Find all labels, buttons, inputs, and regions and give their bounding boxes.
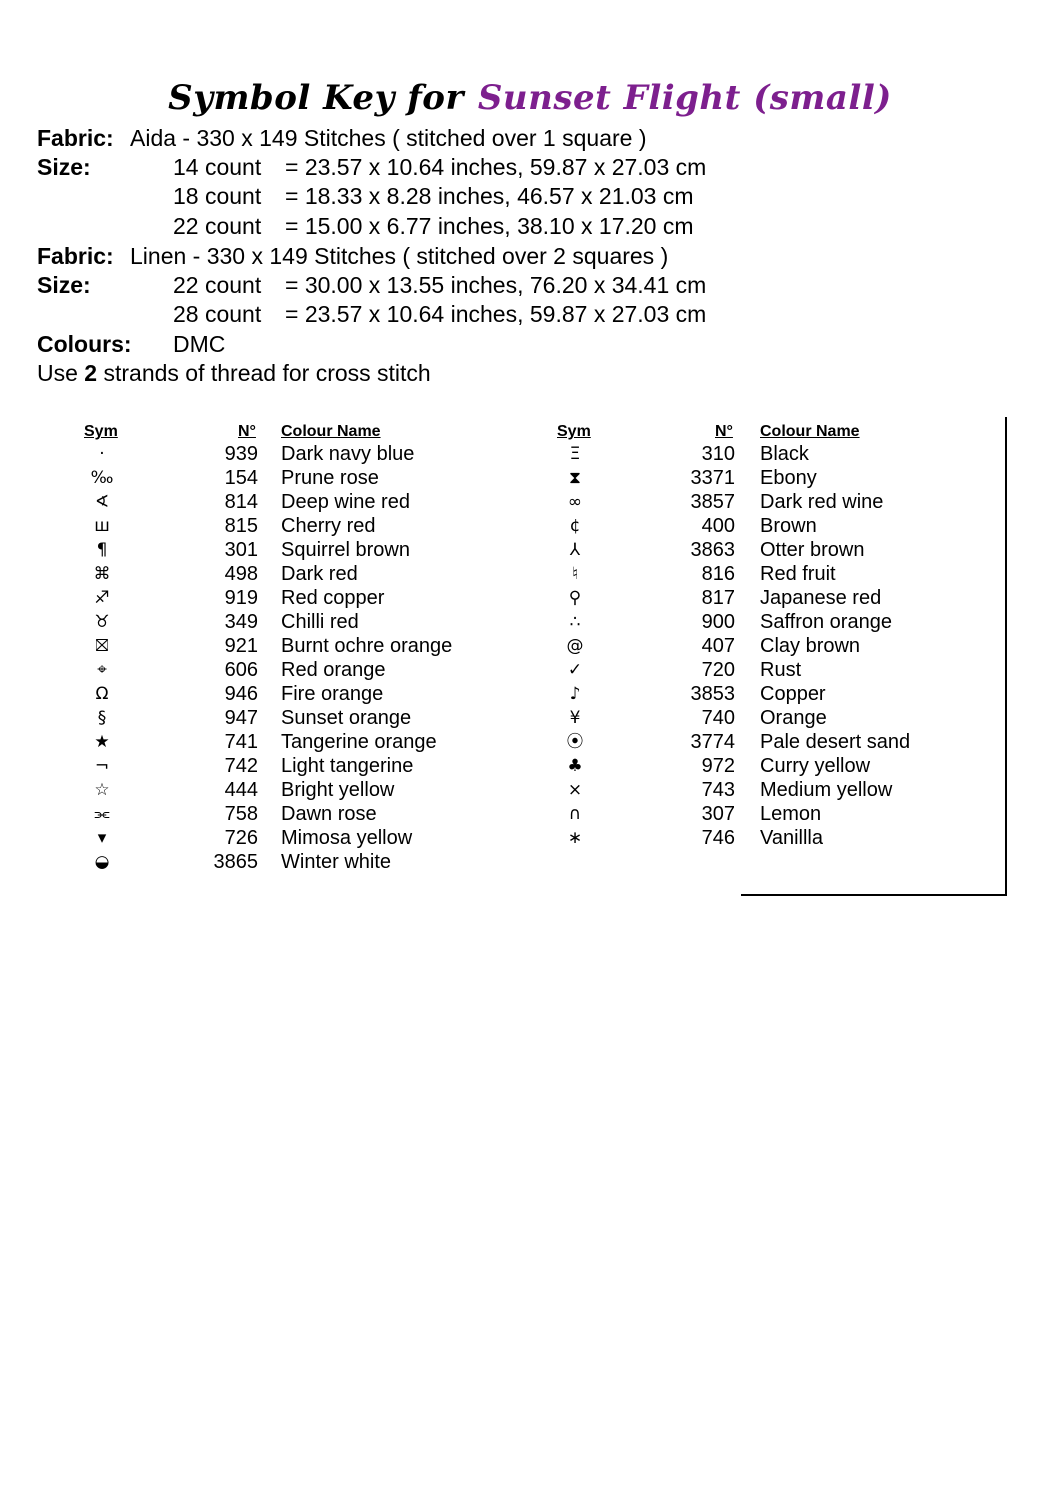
dmc-number: 814 [224,491,258,513]
dmc-number: 154 [224,467,258,489]
dmc-number: 3865 [213,851,258,873]
colours-label: Colours: [37,331,132,357]
size-label: Size: [37,154,91,180]
dmc-number: 407 [701,635,735,657]
strands-pre: Use [37,360,85,386]
colour-name: Lemon [760,803,822,825]
colour-name: Otter brown [760,539,865,561]
title-prefix: Symbol Key for [168,78,464,118]
colour-name: Fire orange [281,683,384,705]
dmc-number: 498 [224,563,258,585]
colour-name: Light tangerine [281,755,414,777]
symbol-icon: ⚲ [568,588,582,608]
dmc-number: 3371 [690,467,735,489]
colour-name: Bright yellow [281,779,395,801]
symbol-icon: ⌖ [97,660,107,680]
dmc-number: 3857 [690,491,735,513]
symbol-icon: ▾ [97,828,107,848]
header-number: N° [715,423,733,440]
symbol-icon: § [97,708,107,728]
dmc-number: 3853 [690,683,735,705]
dimension-value: = 18.33 x 8.28 inches, 46.57 x 21.03 cm [285,183,694,209]
header-colour-name: Colour Name [760,423,860,440]
symbol-icon: ⨯ [567,780,583,800]
symbol-icon: ⧗ [569,468,581,488]
colour-name: Red copper [281,587,385,609]
symbol-icon: ♪ [569,684,581,704]
dmc-number: 743 [701,779,735,801]
colour-name: Dark red wine [760,491,884,513]
colour-name: Burnt ochre orange [281,635,453,657]
colour-name: Dark navy blue [281,443,415,465]
dmc-number: 740 [701,707,735,729]
colour-name: Winter white [281,851,392,873]
count-value: 14 count [173,154,262,180]
symbol-icon: ‰ [90,468,114,488]
colour-name: Pale desert sand [760,731,911,753]
design-name: Sunset Flight (small) [477,78,892,118]
colour-name: Brown [760,515,817,537]
dmc-number: 939 [224,443,258,465]
dimension-value: = 23.57 x 10.64 inches, 59.87 x 27.03 cm [285,154,707,180]
dmc-number: 900 [701,611,735,633]
colour-name: Japanese red [760,587,882,609]
dmc-number: 301 [224,539,258,561]
dmc-number: 815 [224,515,258,537]
dmc-number: 726 [224,827,258,849]
colour-name: Squirrel brown [281,539,410,561]
dmc-number: 400 [701,515,735,537]
symbol-icon: ∗ [567,828,583,848]
symbol-icon: ⫘ [94,804,110,824]
symbol-icon: ✓ [567,660,583,680]
colour-name: Copper [760,683,826,705]
colour-name: Deep wine red [281,491,410,513]
colour-name: Clay brown [760,635,861,657]
colour-name: Vanillla [760,827,823,849]
colour-name: Ebony [760,467,817,489]
strands-text [37,359,431,388]
dmc-number: 816 [701,563,735,585]
strands-post: strands of thread for cross stitch [97,360,431,386]
dimension-value: = 30.00 x 13.55 inches, 76.20 x 34.41 cm [285,272,707,298]
colour-name: Orange [760,707,827,729]
symbol-icon: Ω [95,684,109,704]
dmc-number: 349 [224,611,258,633]
count-value: 18 count [173,183,262,209]
size-label: Size: [37,272,91,298]
colour-name: Sunset orange [281,707,412,729]
header-sym: Sym [557,423,591,440]
symbol-icon: · [99,444,105,464]
colour-name: Dawn rose [281,803,377,825]
symbol-icon: ⅄ [569,540,581,560]
colour-name: Saffron orange [760,611,892,633]
dmc-number: 758 [224,803,258,825]
symbol-icon: ¶ [96,540,108,560]
symbol-icon: ⛝ [95,636,109,656]
colour-name: Prune rose [281,467,379,489]
symbol-icon: @ [566,636,584,656]
header-colour-name: Colour Name [281,423,381,440]
symbol-icon: ∩ [568,804,582,824]
dmc-number: 921 [224,635,258,657]
header-number: N° [238,423,256,440]
symbol-icon: Ξ [569,444,581,464]
dmc-number: 606 [224,659,258,681]
colour-name: Chilli red [281,611,359,633]
dmc-number: 817 [701,587,735,609]
count-value: 28 count [173,301,262,327]
symbol-icon: ☆ [94,780,110,800]
colour-name: Curry yellow [760,755,871,777]
dmc-number: 742 [224,755,258,777]
dmc-number: 741 [224,731,258,753]
dmc-number: 947 [224,707,258,729]
symbol-icon: ¥ [569,708,581,728]
symbol-icon: ¬ [94,756,110,776]
dmc-number: 972 [701,755,735,777]
strands-count: 2 [84,360,98,386]
fabric-label: Fabric: [37,125,114,151]
symbol-icon: ш [94,516,110,536]
colour-name: Red fruit [760,563,836,585]
dmc-number: 3774 [690,731,735,753]
count-value: 22 count [173,213,262,239]
symbol-icon: ★ [94,732,110,752]
header-sym: Sym [84,423,118,440]
count-value: 22 count [173,272,262,298]
fabric-linen-text: Linen - 330 x 149 Stitches ( stitched over 2 squares ) [130,243,669,269]
table-border-right [1005,417,1007,895]
colours-value: DMC [173,331,226,357]
dmc-number: 444 [224,779,258,801]
colour-name: Black [760,443,809,465]
colour-name: Rust [760,659,802,681]
page-title [0,78,1060,118]
colour-name: Medium yellow [760,779,893,801]
colour-name: Cherry red [281,515,376,537]
symbol-icon: ♉ [94,612,110,632]
symbol-icon: ♐ [94,588,110,608]
dmc-number: 946 [224,683,258,705]
dmc-number: 919 [224,587,258,609]
dmc-number: 746 [701,827,735,849]
dimension-value: = 15.00 x 6.77 inches, 38.10 x 17.20 cm [285,213,694,239]
table-border-bottom [741,894,1007,896]
symbol-icon: ¢ [569,516,581,536]
dmc-number: 3863 [690,539,735,561]
colour-name: Tangerine orange [281,731,437,753]
dmc-number: 307 [701,803,735,825]
dmc-number: 310 [701,443,735,465]
fabric-aida-text: Aida - 330 x 149 Stitches ( stitched over 1 square ) [130,125,647,151]
symbol-icon: ∢ [94,492,110,512]
symbol-icon: ⦿ [566,732,584,752]
symbol-icon: ∞ [567,492,583,512]
colour-name: Red orange [281,659,386,681]
dmc-number: 720 [701,659,735,681]
fabric-label: Fabric: [37,243,114,269]
colour-name: Dark red [281,563,358,585]
symbol-icon: ⌘ [93,564,111,584]
dimension-value: = 23.57 x 10.64 inches, 59.87 x 27.03 cm [285,301,707,327]
symbol-icon: ♮ [571,564,579,584]
colour-name: Mimosa yellow [281,827,413,849]
symbol-icon: ◒ [94,852,110,872]
symbol-icon: ∴ [569,612,581,632]
symbol-icon: ♣ [567,756,583,776]
